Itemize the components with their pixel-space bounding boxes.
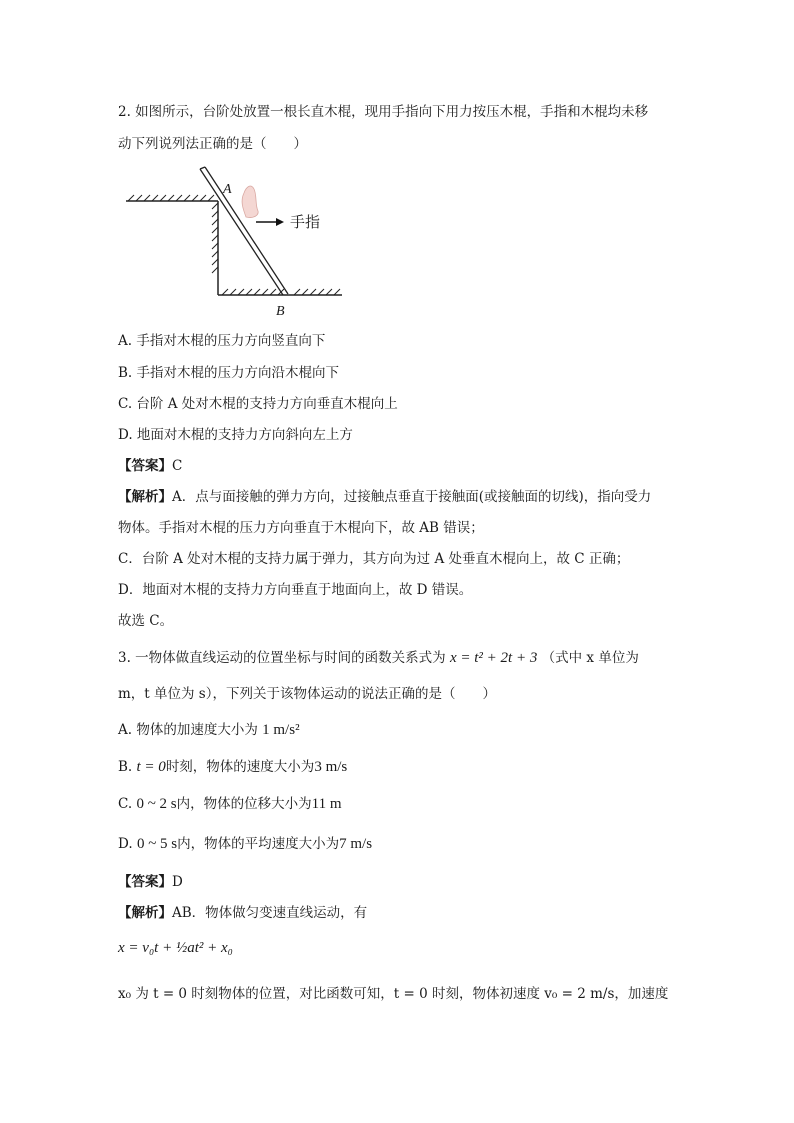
q3-option-d	[118, 834, 372, 854]
q2-option-b: B. 手指对木棍的压力方向沿木棍向下	[118, 365, 340, 381]
q3-analysis-line1	[118, 903, 367, 923]
q3-formula-text: x = v₀t + ½at² + x₀	[118, 940, 233, 956]
q3-option-b-text: 时刻，物体的速度大小为	[165, 759, 315, 775]
q3-stem-formula: x = t² + 2t + 3	[449, 650, 538, 666]
q3-answer-tag: 【答案】	[118, 874, 172, 890]
arrow-head-icon	[276, 218, 284, 226]
q2-option-a: A. 手指对木棍的压力方向竖直向下	[118, 333, 326, 349]
q3-option-b-value: 3 m/s	[314, 759, 348, 775]
q3-option-c	[118, 794, 342, 814]
q3-option-d-range: 0 ~ 5 s	[136, 836, 178, 852]
q3-stem-line1	[118, 648, 639, 668]
q3-option-b-cond: t = 0	[136, 759, 166, 775]
q2-answer-value: C	[172, 458, 183, 474]
q3-option-a	[118, 720, 300, 740]
q3-analysis-tag: 【解析】	[118, 905, 172, 921]
q2-analysis-line4: D．地面对木棍的支持力方向垂直于地面向上，故 D 错误。	[118, 582, 473, 598]
q3-answer-value: D	[172, 874, 183, 890]
q2-analysis-tag: 【解析】	[118, 489, 172, 505]
q2-stem-line2: 动下列说列法正确的是（ ）	[118, 136, 307, 152]
q3-stem-post: （式中 x 单位为	[541, 650, 639, 666]
q2-option-d: D. 地面对木棍的支持力方向斜向左上方	[118, 427, 353, 443]
q3-stem-pre: 3. 一物体做直线运动的位置坐标与时间的函数关系式为	[118, 650, 446, 666]
q3-analysis-line2: x₀ 为 t = 0 时刻物体的位置，对比函数可知，t = 0 时刻，物体初速度 v₀ = 2 m/s，加速度	[118, 986, 669, 1002]
q3-analysis-text1: AB．物体做匀变速直线运动，有	[172, 905, 368, 921]
step-top-hatching	[128, 195, 214, 201]
step-wall-hatching	[212, 203, 218, 273]
q3-option-b	[118, 757, 347, 777]
q3-option-b-pre: B.	[118, 759, 137, 775]
finger-label: 手指	[290, 213, 321, 231]
q3-option-a-text: A. 物体的加速度大小为	[118, 722, 258, 738]
q2-answer-line	[118, 456, 182, 476]
q2-option-c: C. 台阶 A 处对木棍的支持力方向垂直木棍向上	[118, 396, 398, 412]
q3-option-c-value: 11 m	[311, 796, 342, 812]
q3-option-c-range: 0 ~ 2 s	[136, 796, 177, 812]
q2-answer-tag: 【答案】	[118, 458, 172, 474]
q3-option-d-text: 内，物体的平均速度大小为	[177, 836, 340, 852]
q2-analysis-line3: C．台阶 A 处对木棍的支持力属于弹力，其方向为过 A 处垂直木棍向上，故 C 正确；	[118, 551, 630, 567]
stick-top-cap	[200, 167, 205, 169]
q3-answer-line	[118, 872, 183, 892]
q3-option-a-value: 1 m/s²	[262, 722, 300, 738]
q2-analysis-text1: A．点与面接触的弹力方向，过接触点垂直于接触面(或接触面的切线)，指向受力	[172, 489, 652, 505]
q3-stem-line2: m，t 单位为 s），下列关于该物体运动的说法正确的是（ ）	[118, 686, 496, 702]
q2-stem-line1: 2. 如图所示，台阶处放置一根长直木棍，现用手指向下用力按压木棍，手指和木棍均未移	[118, 104, 649, 120]
q3-formula	[118, 938, 233, 958]
q3-option-d-value: 7 m/s	[339, 836, 373, 852]
q2-conclusion: 故选 C。	[118, 613, 174, 629]
label-b: B	[276, 304, 285, 319]
q3-option-c-text: 内，物体的位移大小为	[176, 796, 312, 812]
q2-analysis-line2: 物体。手指对木棍的压力方向垂直于木棍向下，故 AB 错误；	[118, 520, 484, 536]
q3-option-d-pre: D.	[118, 836, 137, 852]
q2-figure	[118, 165, 358, 325]
q3-option-c-pre: C.	[118, 796, 137, 812]
label-a: A	[223, 182, 232, 197]
q2-analysis-line1	[118, 487, 651, 507]
finger-icon	[242, 186, 258, 218]
